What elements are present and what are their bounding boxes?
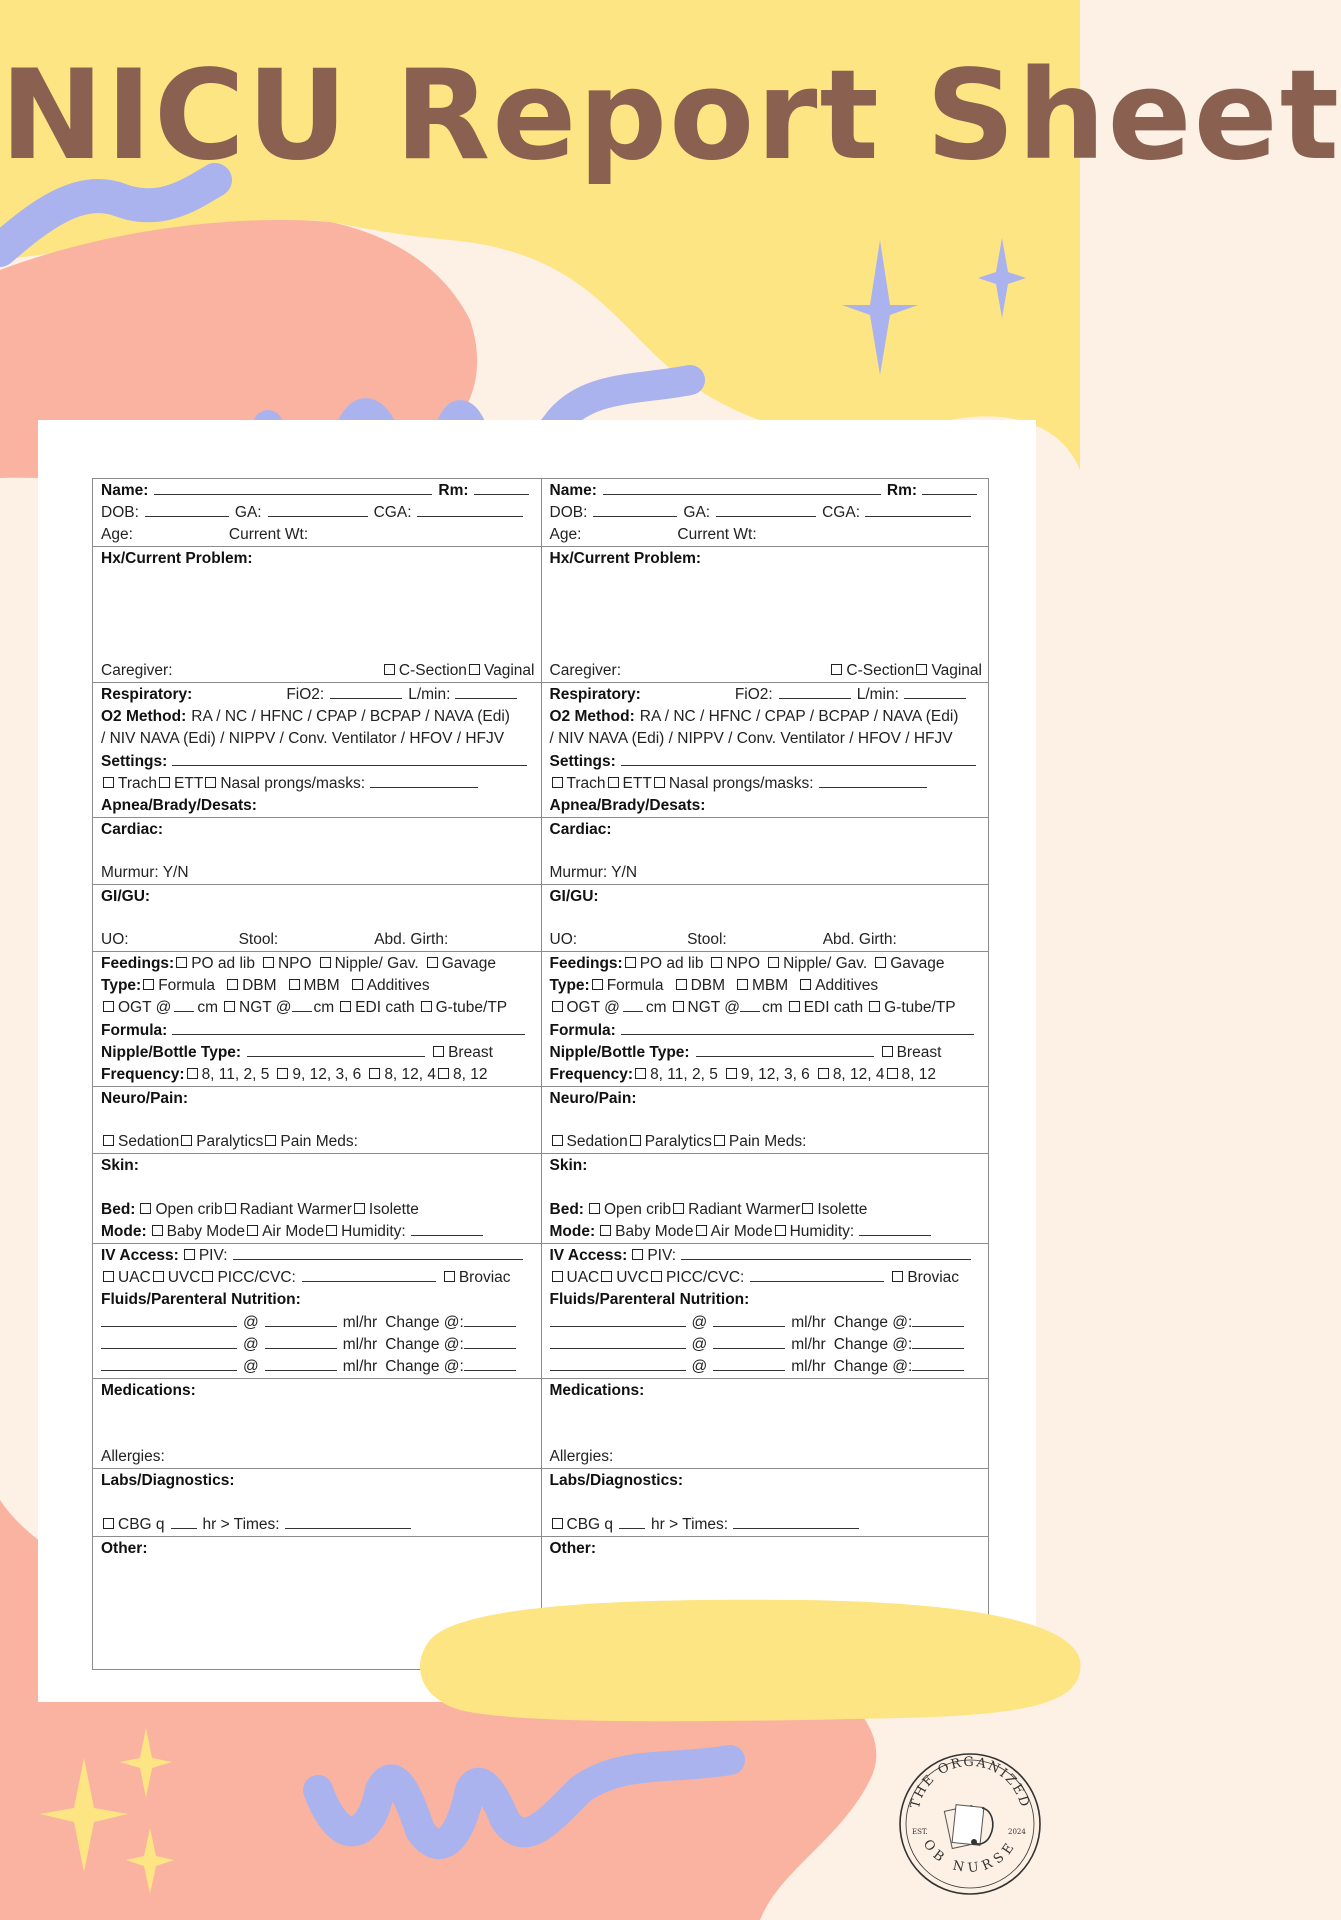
medications-section: Medications: Allergies: xyxy=(542,1379,989,1469)
pain-meds-checkbox[interactable] xyxy=(265,1135,276,1146)
freq-3-checkbox[interactable] xyxy=(369,1068,380,1079)
npo-checkbox[interactable] xyxy=(711,957,722,968)
npo-checkbox[interactable] xyxy=(263,957,274,968)
pain-meds-checkbox[interactable] xyxy=(714,1135,725,1146)
report-sheet xyxy=(92,478,989,1670)
hx-section: Hx/Current Problem: Caregiver: C-Section Vaginal xyxy=(93,547,541,683)
uvc-checkbox[interactable] xyxy=(153,1271,164,1282)
gigu-section: GI/GU: UO: Stool: Abd. Girth: xyxy=(93,885,541,952)
radiant-checkbox[interactable] xyxy=(673,1203,684,1214)
feedings-section: Feedings: PO ad lib NPO Nipple/ Gav. Gavage Type: Formula DBM MBM Additives OGT @ cm NGT @ cm EDI cath G-tube/TP Formula: Nipple/Bottle Type: Breast Frequency: 8, 11, 2, 5 9, 12, 3, 6 8, 12, 4 8, 12 xyxy=(542,952,989,1087)
gavage-checkbox[interactable] xyxy=(427,957,438,968)
brand-logo xyxy=(896,1738,1044,1898)
ngt-checkbox[interactable] xyxy=(224,1001,235,1012)
po-checkbox[interactable] xyxy=(176,957,187,968)
cardiac-section: Cardiac: Murmur: Y/N xyxy=(93,818,541,885)
gtube-checkbox[interactable] xyxy=(869,1001,880,1012)
broviac-checkbox[interactable] xyxy=(444,1271,455,1282)
freq-1-checkbox[interactable] xyxy=(635,1068,646,1079)
c-section-checkbox[interactable] xyxy=(831,664,842,675)
ngt-checkbox[interactable] xyxy=(673,1001,684,1012)
patient-column-2 xyxy=(541,479,989,1669)
formula-checkbox[interactable] xyxy=(143,979,154,990)
piv-checkbox[interactable] xyxy=(632,1249,643,1260)
nipple-gav-checkbox[interactable] xyxy=(768,957,779,968)
dbm-checkbox[interactable] xyxy=(227,979,238,990)
neuro-section: Neuro/Pain: Sedation Paralytics Pain Meds: xyxy=(542,1087,989,1154)
freq-1-checkbox[interactable] xyxy=(187,1068,198,1079)
freq-2-checkbox[interactable] xyxy=(277,1068,288,1079)
neuro-section: Neuro/Pain: Sedation Paralytics Pain Meds: xyxy=(93,1087,541,1154)
iv-section: IV Access: PIV: UAC UVC PICC/CVC: Broviac Fluids/Parenteral Nutrition: @ ml/hr Change @: @ ml/hr Change @: @ ml/hr Change @: xyxy=(542,1244,989,1379)
piv-checkbox[interactable] xyxy=(184,1249,195,1260)
demographics-section: Name: Rm: DOB: GA: CGA: Age: Current Wt: xyxy=(542,479,989,547)
sedation-checkbox[interactable] xyxy=(552,1135,563,1146)
labs-section: Labs/Diagnostics: CBG q hr > Times: xyxy=(542,1469,989,1537)
ett-checkbox[interactable] xyxy=(608,777,619,788)
skin-section: Skin: Bed: Open crib Radiant Warmer Isolette Mode: Baby Mode Air Mode Humidity: xyxy=(542,1154,989,1244)
breast-checkbox[interactable] xyxy=(882,1046,893,1057)
labs-section: Labs/Diagnostics: CBG q hr > Times: xyxy=(93,1469,541,1537)
ett-checkbox[interactable] xyxy=(159,777,170,788)
hx-section: Hx/Current Problem: Caregiver: C-Section Vaginal xyxy=(542,547,989,683)
mbm-checkbox[interactable] xyxy=(289,979,300,990)
radiant-checkbox[interactable] xyxy=(225,1203,236,1214)
isolette-checkbox[interactable] xyxy=(802,1203,813,1214)
cbg-checkbox[interactable] xyxy=(103,1518,114,1529)
respiratory-section: Respiratory: FiO2: L/min: O2 Method: RA / NC / HFNC / CPAP / BCPAP / NAVA (Edi) / NIV NAVA (Edi) / NIPPV / Conv. Ventilator / HFOV / HFJV Settings: Trach ETT Nasal prongs/masks: Apnea/Brady/Desats: xyxy=(93,683,541,818)
vaginal-checkbox[interactable] xyxy=(469,664,480,675)
clipboard-stethoscope-icon xyxy=(944,1805,992,1849)
logo-bottom-text: OB NURSE xyxy=(919,1836,1021,1877)
additives-checkbox[interactable] xyxy=(800,979,811,990)
other-section: Other: xyxy=(101,1540,148,1557)
demographics-section: Name: Rm: DOB: GA: CGA: Age: Current Wt: xyxy=(93,479,541,547)
formula-checkbox[interactable] xyxy=(592,979,603,990)
iv-section: IV Access: PIV: UAC UVC PICC/CVC: Broviac Fluids/Parenteral Nutrition: @ ml/hr Change @: @ ml/hr Change @: @ ml/hr Change @: xyxy=(93,1244,541,1379)
uvc-checkbox[interactable] xyxy=(601,1271,612,1282)
gigu-section: GI/GU: UO: Stool: Abd. Girth: xyxy=(542,885,989,952)
freq-3-checkbox[interactable] xyxy=(818,1068,829,1079)
other-section: Other: xyxy=(549,1540,596,1557)
picc-checkbox[interactable] xyxy=(651,1271,662,1282)
uac-checkbox[interactable] xyxy=(552,1271,563,1282)
logo-year: 2024 xyxy=(1008,1828,1026,1836)
nasal-checkbox[interactable] xyxy=(654,777,665,788)
open-crib-checkbox[interactable] xyxy=(140,1203,151,1214)
po-checkbox[interactable] xyxy=(625,957,636,968)
open-crib-checkbox[interactable] xyxy=(589,1203,600,1214)
baby-mode-checkbox[interactable] xyxy=(152,1225,163,1236)
freq-2-checkbox[interactable] xyxy=(726,1068,737,1079)
breast-checkbox[interactable] xyxy=(433,1046,444,1057)
skin-section: Skin: Bed: Open crib Radiant Warmer Isolette Mode: Baby Mode Air Mode Humidity: xyxy=(93,1154,541,1244)
page-title: NICU Report Sheet xyxy=(0,44,1341,188)
gtube-checkbox[interactable] xyxy=(421,1001,432,1012)
paralytics-checkbox[interactable] xyxy=(630,1135,641,1146)
broviac-checkbox[interactable] xyxy=(892,1271,903,1282)
logo-est: EST. xyxy=(912,1828,928,1836)
humidity-checkbox[interactable] xyxy=(326,1225,337,1236)
baby-mode-checkbox[interactable] xyxy=(600,1225,611,1236)
trach-checkbox[interactable] xyxy=(103,777,114,788)
respiratory-section: Respiratory: FiO2: L/min: O2 Method: RA / NC / HFNC / CPAP / BCPAP / NAVA (Edi) / NIV NAVA (Edi) / NIPPV / Conv. Ventilator / HFOV / HFJV Settings: Trach ETT Nasal prongs/masks: Apnea/Brady/Desats: xyxy=(542,683,989,818)
nipple-gav-checkbox[interactable] xyxy=(320,957,331,968)
vaginal-checkbox[interactable] xyxy=(916,664,927,675)
ogt-checkbox[interactable] xyxy=(103,1001,114,1012)
air-mode-checkbox[interactable] xyxy=(247,1225,258,1236)
cbg-checkbox[interactable] xyxy=(552,1518,563,1529)
c-section-checkbox[interactable] xyxy=(384,664,395,675)
freq-4-checkbox[interactable] xyxy=(887,1068,898,1079)
edi-checkbox[interactable] xyxy=(789,1001,800,1012)
paralytics-checkbox[interactable] xyxy=(181,1135,192,1146)
patient-column-1 xyxy=(93,479,541,1669)
logo-top-text: THE ORGANIZED xyxy=(907,1754,1033,1811)
feedings-section: Feedings: PO ad lib NPO Nipple/ Gav. Gavage Type: Formula DBM MBM Additives OGT @ cm NGT @ cm EDI cath G-tube/TP Formula: Nipple/Bottle Type: Breast Frequency: 8, 11, 2, 5 9, 12, 3, 6 8, 12, 4 8, 12 xyxy=(93,952,541,1087)
medications-section: Medications: Allergies: xyxy=(93,1379,541,1469)
mbm-checkbox[interactable] xyxy=(737,979,748,990)
isolette-checkbox[interactable] xyxy=(354,1203,365,1214)
air-mode-checkbox[interactable] xyxy=(696,1225,707,1236)
dbm-checkbox[interactable] xyxy=(676,979,687,990)
picc-checkbox[interactable] xyxy=(202,1271,213,1282)
ogt-checkbox[interactable] xyxy=(552,1001,563,1012)
svg-text:THE ORGANIZED xyxy=(908,1755,1032,1810)
cardiac-section: Cardiac: Murmur: Y/N xyxy=(542,818,989,885)
sedation-checkbox[interactable] xyxy=(103,1135,114,1146)
uac-checkbox[interactable] xyxy=(103,1271,114,1282)
additives-checkbox[interactable] xyxy=(352,979,363,990)
gavage-checkbox[interactable] xyxy=(875,957,886,968)
humidity-checkbox[interactable] xyxy=(775,1225,786,1236)
nasal-checkbox[interactable] xyxy=(205,777,216,788)
edi-checkbox[interactable] xyxy=(340,1001,351,1012)
freq-4-checkbox[interactable] xyxy=(438,1068,449,1079)
trach-checkbox[interactable] xyxy=(552,777,563,788)
